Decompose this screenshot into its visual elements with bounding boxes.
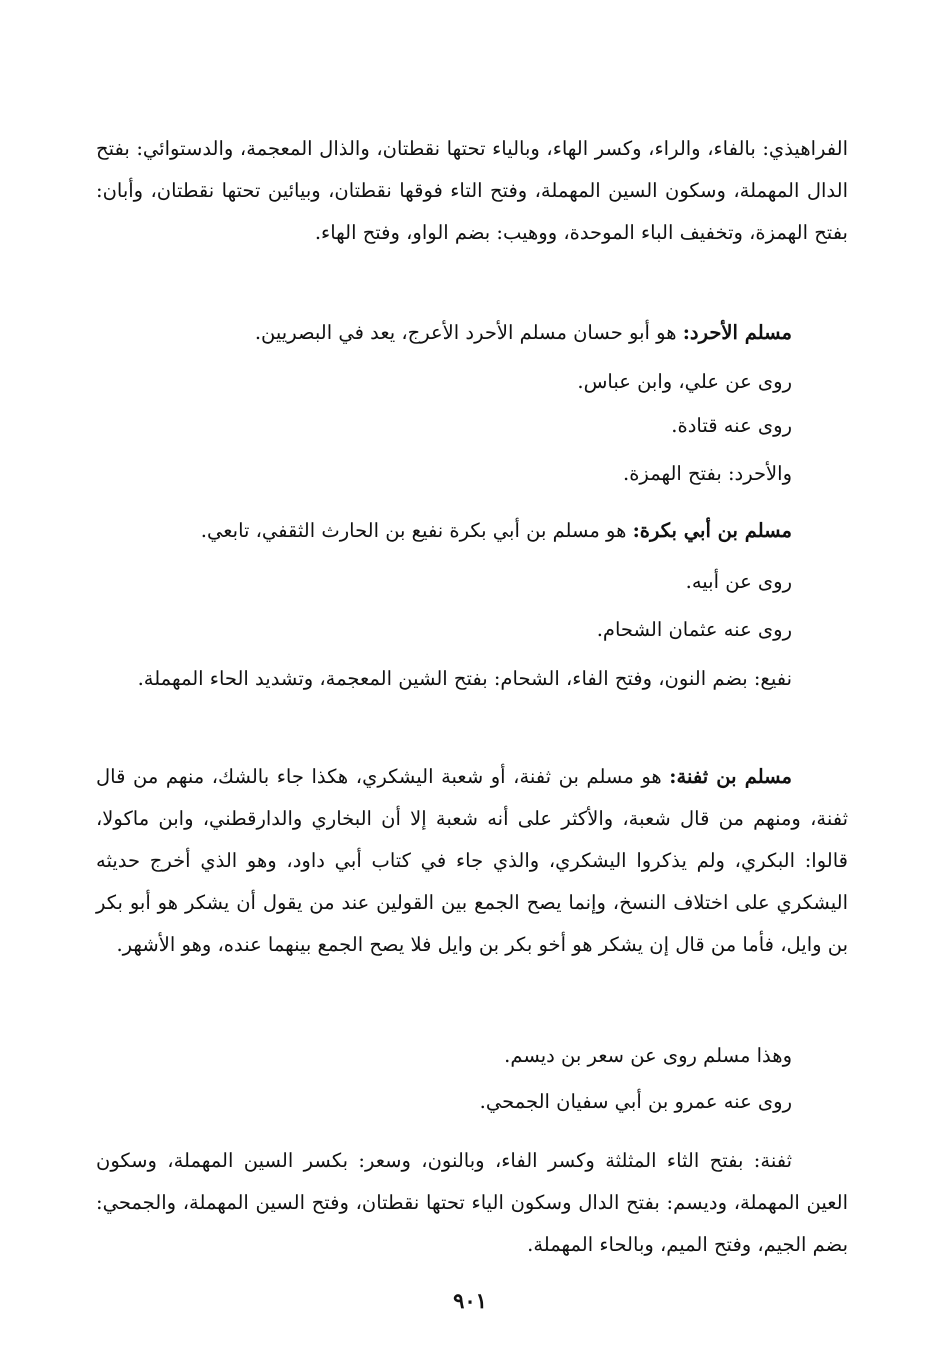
paragraph-pronunciation-notes: الفراهيذي: بالفاء، والراء، وكسر الهاء، وبالياء تحتها نقطتان، والذال المعجمة، والدستوائي: بفتح الدال المهملة، وسكون السين المهملة، وفتح التاء فوقها نقطتان، وبيائين تحتها نقطتان، وأبان: بفتح الهمزة، وتخفيف الباء الموحدة، ووهيب: بضم الواو، وفتح الهاء. — [96, 137, 848, 244]
entry-text: هو مسلم بن أبي بكرة نفيع بن الحارث الثقفي، تابعي. — [200, 519, 627, 542]
narration-line: روى عن أبيه. — [685, 570, 792, 593]
entry-text: هو مسلم بن ثفنة، أو شعبة اليشكري، هكذا جاء بالشك، منهم من قال ثفنة، ومنهم من قال شعبة، والأكثر على أنه شعبة إلا أن البخاري والدارقطني، وابن ماكولا، قالوا: البكري، ولم يذكروا اليشكري، والذي جاء في كتاب أبي داود، وهو الذي أخرج حديثه اليشكري على اختلاف النسخ، وإنما يصح الجمع بين القولين عند من يقول أن يشكر هو أبو بكر بن وايل، فأما من قال إن يشكر هو أخو بكر بن وايل فلا يصح الجمع بينهما عنده، وهو الأشهر. — [96, 765, 848, 956]
entry-heading: مسلم بن أبي بكرة: — [632, 519, 792, 542]
page-number: ٩٠١ — [453, 1288, 487, 1313]
narration-line: روى عنه عمرو بن أبي سفيان الجمحي. — [479, 1090, 792, 1113]
narration-line: روى عن علي، وابن عباس. — [577, 370, 792, 393]
narration-line: وهذا مسلم روى عن سعر بن ديسم. — [504, 1044, 792, 1067]
narration-line: روى عنه قتادة. — [671, 414, 792, 437]
pronunciation-line: والأحرد: بفتح الهمزة. — [623, 462, 792, 485]
narration-line: روى عنه عثمان الشحام. — [596, 618, 792, 641]
entry-heading: مسلم الأحرد: — [682, 321, 792, 344]
entry-muslim-al-ahrad — [96, 312, 848, 354]
entry-heading: مسلم بن ثفنة: — [669, 765, 793, 788]
paragraph-pronunciation-thafna: ثفنة: بفتح الثاء المثلثة وكسر الفاء، وبالنون، وسعر: بكسر السين المهملة، وسكون العين المهملة، وديسم: بفتح الدال وسكون الياء تحتها نقطتان، وفتح السين المهملة، والجمحي: بضم الجيم، وفتح الميم، وبالحاء المهملة. — [96, 1149, 848, 1256]
entry-muslim-bin-abi-bakra — [96, 510, 848, 552]
entry-muslim-bin-thafna — [96, 756, 848, 966]
entry-text: هو أبو حسان مسلم الأحرد الأعرج، يعد في البصريين. — [254, 321, 677, 344]
paragraph-pronunciation-nafi: نفيع: بضم النون، وفتح الفاء، الشحام: بفتح الشين المعجمة، وتشديد الحاء المهملة. — [137, 667, 792, 690]
